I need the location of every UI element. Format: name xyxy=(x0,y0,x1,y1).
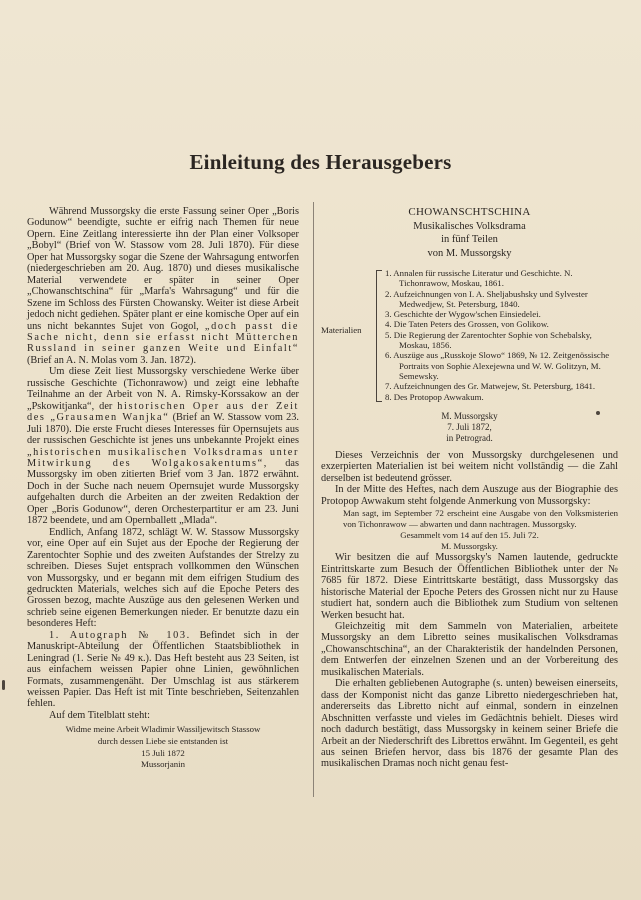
ink-spot xyxy=(596,411,600,415)
list-item: 4. Die Taten Peters des Grossen, von Golikow. xyxy=(385,319,549,330)
brace xyxy=(376,270,385,402)
text-run: Befindet sich in der Manuskript-Abteilung der Öffentlichen Staatsbibliothek in Leningrad (1. Serie № 49 к.). Das Heft besteht aus 23 Seiten, ist aus einfachem weissen Papier ohne Linien, gewöhnlichen Formats, zusammengenäht. Der Umschlag ist aus stärkerem weissen Papier. Das Heft ist mit Tinte beschrieben, Seitenzahlen fehlen. xyxy=(27,629,299,710)
heading-line: in fünf Teilen xyxy=(441,234,498,245)
spaced-quote: „historischen musikalischen Volksdramas unter Mitwirkung des Wolgakosakentums“ xyxy=(27,446,299,469)
materials-block xyxy=(321,268,618,408)
text-run: Um diese Zeit liest Mussorgsky verschiedene Werke über russische Geschichte (Tichonrawow) und zeigt eine lebhafte Teilnahme an der Arbeit von N. A. Rimsky-Korssakow an der „Pskowitjanka“, der xyxy=(27,366,299,412)
list-item: 3. Geschichte der Wygow'schen Einsiedelei. xyxy=(385,309,541,320)
list-item: 6. Auszüge aus „Russkoje Slowo“ 1869, № 12. Zeitgenössische Portraits von Sophie Alexejewna und W. W. Golitzyn, M. Semewsky. xyxy=(385,350,610,381)
spaced-quote: „doch passt die Sache nicht, denn sie erfasst nicht Mütterchen Russland in seiner ganzen Weite und Einfalt“ xyxy=(27,320,299,355)
paragraph xyxy=(27,366,299,526)
paragraph: Gleichzeitig mit dem Sammeln von Materialien, arbeitete Mussorgsky an dem Libretto seines musikalischen Volksdramas „Chowanschtschina“, an der Charakteristik der handelnden Personen, dem Entwerfen der einzelnen Szenen und an der Vorbereitung des musikalischen Materials. xyxy=(321,620,618,678)
heading-line: Musikalisches Volksdrama xyxy=(413,220,526,232)
heading-line: CHOWANSCHTSCHINA xyxy=(408,206,531,218)
autograph-heading: 1. Autograph № 103. xyxy=(49,629,191,641)
dedication-line: Widme meine Arbeit Wladimir Wassiljewitsch Stassow xyxy=(65,724,261,735)
list-item: 5. Die Regierung der Zarentochter Sophie von Schebalsky, Moskau, 1856. xyxy=(385,329,592,351)
dedication xyxy=(27,724,299,770)
list-item: 7. Aufzeichnungen des Gr. Matwejew, St. Petersburg, 1841. xyxy=(385,381,596,392)
signature-line: 7. Juli 1872, xyxy=(447,422,492,432)
materials-label: Materialien xyxy=(321,325,362,335)
paragraph: Die erhalten gebliebenen Autographe (s. unten) beweisen einerseits, dass der Komponist nicht das ganze Libretto niedergeschrieben hat, andererseits das Libretto nicht auf einmal, sondern in einzelnen Abschnitten verfasste und vieles im Gedächtnis behielt. Dieses wird noch dadurch bestätigt, dass Mussorgsky in keinem seiner Briefe die Arbeit an der Niederschrift des Librettos erwähnt. Im Gegenteil, es geht aus seinen Briefen hervor, dass bis 1876 der gesamte Plan des musikalischen Dramas noch nicht genau fest- xyxy=(321,678,618,770)
ink-spot xyxy=(2,680,5,690)
list-item: 2. Aufzeichnungen von I. A. Sheljabushsky und Sylvester Medwedjew, St. Petersburg, 1840. xyxy=(385,288,588,309)
text-run: Während Mussorgsky die erste Fassung seiner Oper „Boris Godunow“ beendigte, suchte er eifrig nach Themen für neue Opern. Eine Zeitlang interessierte ihn der Plan einer Volksoper „Bobyl“ (Brief von W. Stassow vom 28. Juli 1870). Für diese Oper hat Mussorgsky sogar die Szene der Wahrsagung entworfen (niedergeschrieben am 20. Aug. 1870) und dieses musikalische Material verwendete er später in seiner Oper „Chowanschtschina“ für „Marfa's Wahrsagung“ und für die Szene im Schloss des Fürsten Chowansky. Weiter ist diese Arbeit jedoch nicht gediehen. Später plant er eine komische Oper auf ein uns nicht bekanntes Sujet von Gogol, xyxy=(27,206,299,332)
quote: Man sagt, im September 72 erscheint eine Ausgabe von den Volksmisterien von Tichonrawow — abwarten und dann nachtragen. Mussorgsky. xyxy=(343,508,618,530)
list-item: 1. Annalen für russische Literatur und Geschichte. N. Tichonrawow, Moskau, 1861. xyxy=(385,268,573,289)
chowanschtschina-heading xyxy=(321,206,618,260)
dedication-line: Mussorjanin xyxy=(141,759,185,770)
materials-list xyxy=(385,268,617,402)
paragraph: Auf dem Titelblatt steht: xyxy=(49,709,150,721)
dedication-line: durch dessen Liebe sie entstanden ist xyxy=(97,735,229,746)
right-column xyxy=(321,206,618,770)
paragraph xyxy=(27,206,299,366)
left-column xyxy=(27,206,299,771)
paragraph: In der Mitte des Heftes, nach dem Auszuge aus der Biographie des Protopop Awwakum steht folgende Anmerkung von Mussorgsky: xyxy=(321,484,618,507)
spaced-quote: historischen Oper aus der Zeit des „Grausamen Wanjka“ xyxy=(27,400,299,424)
heading-line: von M. Mussorgsky xyxy=(427,247,512,259)
paragraph: Wir besitzen die auf Mussorgsky's Namen lautende, gedruckte Eintrittskarte zum Besuch der Öffentlichen Bibliothek unter der № 7685 für 1872. Diese Eintrittskarte bestätigt, dass Mussorgsky das historische Material der Epoche Peters des Grossen nicht nur zu Hause studiert hat, sondern auch die Bibliothek zum Studium von seltenen Werken besucht hat. xyxy=(321,552,618,621)
signature xyxy=(321,411,618,444)
text-run: , das Mussorgsky im oben zitierten Brief vom 3 Jan. 1872 erwähnt. Doch in der Suche nach neuem Opernsujet wurde Mussorgsky aufgehalten durch die Arbeiten an der zweiten Redaktion der Oper „Boris Godunow“, deren Orchesterpartitur er am 23. Juni 1872 beendete, und am Opernballett „Mlada“. xyxy=(27,457,299,527)
paragraph: Dieses Verzeichnis der von Mussorgsky durchgelesenen und exzerpierten Materialien ist bei weitem nicht vollständig — die Zahl derselben ist bedeutend grösser. xyxy=(321,450,618,484)
page-title: Einleitung des Herausgebers xyxy=(189,150,452,174)
list-item: 8. Des Protopop Awwakum. xyxy=(385,391,484,402)
quote-end-line: Gesammelt vom 14 auf den 15. Juli 72. xyxy=(400,530,539,541)
paragraph xyxy=(27,630,299,710)
quote-end-line: M. Mussorgsky. xyxy=(441,541,498,552)
dedication-line: 15 Juli 1872 xyxy=(141,747,185,758)
text-run: (Brief an A. N. Molas vom 3. Jan. 1872). xyxy=(27,354,197,366)
signature-line: M. Mussorgsky xyxy=(441,411,498,421)
paragraph: Endlich, Anfang 1872, schlägt W. W. Stassow Mussorgsky vor, eine Oper auf ein Sujet aus der Epoche der Regierung der Zarentochter Sophie und des zweiten Aufstandes der Strelzy zu schreiben. Dieses Sujet entsprach vollkommen den Wünschen von Mussorgsky, und er begann mit dem eifrigen Studium des gedruckten Materials, welches sich auf die Epoche Peters des Grossen bezog, machte Auszüge aus den gelesenen Werken und schrieb seine eigenen Bemerkungen nieder. Er benutzte dazu ein besonderes Heft: xyxy=(27,526,299,630)
column-divider xyxy=(313,202,314,797)
quote-end xyxy=(321,530,618,552)
signature-line: in Petrograd. xyxy=(446,433,493,443)
text-run: (Brief an W. Stassow vom 23. Juli 1870). Die erste Frucht dieses Interesses für Opernsujets aus der russischen Geschichte ist jenes uns unbekannte Projekt eines xyxy=(27,412,299,447)
